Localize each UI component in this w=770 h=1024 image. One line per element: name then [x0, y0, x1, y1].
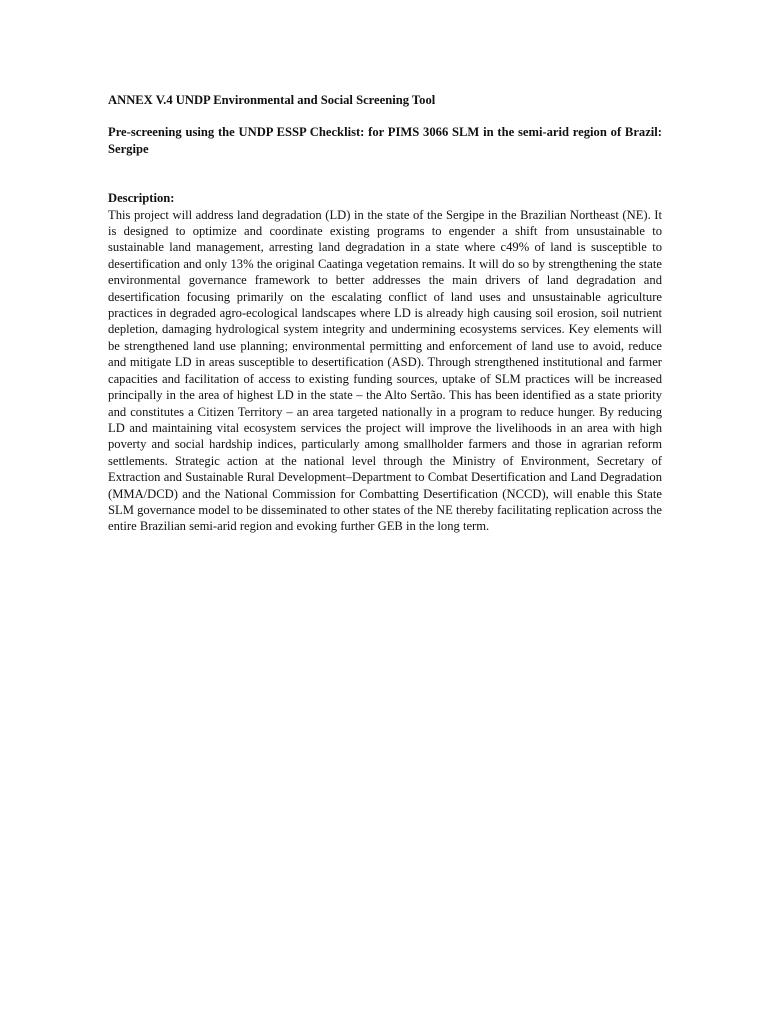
document-page — [108, 92, 662, 535]
annex-title: ANNEX V.4 UNDP Environmental and Social Screening Tool — [108, 93, 436, 107]
description-heading: Description: — [108, 191, 175, 206]
description-body: This project will address land degradation (LD) in the state of the Sergipe in the Brazilian Northeast (NE). It is designed to optimize and coordinate existing programs to engender a shift from unsustainable to sustainable land management, arresting land degradation in a state where c49% of land is susceptible to desertification and only 13% the original Caatinga vegetation remains. It will do so by strengthening the state environmental governance framework to better addresses the main drivers of land degradation and desertification focusing primarily on the escalating conflict of land uses and unsustainable agriculture practices in degraded agro-ecological landscapes where LD is already high causing soil erosion, soil nutrient depletion, damaging hydrological system integrity and undermining ecosystems services. Key elements will be strengthened land use planning; environmental permitting and enforcement of land use to avoid, reduce and mitigate LD in areas susceptible to desertification (ASD). Through strengthened institutional and farmer capacities and facilitation of access to existing funding sources, uptake of SLM practices will be increased principally in the area of highest LD in the state – the Alto Sertão. This has been identified as a state priority and constitutes a Citizen Territory – an area targeted nationally in a program to reduce hunger. By reducing LD and maintaining vital ecosystem services the project will improve the livelihoods in an area with high poverty and social hardship indices, particularly among smallholder farmers and those in agrarian reform settlements. Strategic action at the national level through the Ministry of Environment, Secretary of Extraction and Sustainable Rural Development–Department to Combat Desertification and Land Degradation (MMA/DCD) and the National Commission for Combatting Desertification (NCCD), will enable this State SLM governance model to be disseminated to other states of the NE thereby facilitating replication across the entire Brazilian semi-arid region and evoking further GEB in the long term. — [108, 207, 662, 534]
screening-title: Pre-screening using the UNDP ESSP Checklist: for PIMS 3066 SLM in the semi-arid region of Brazil: Sergipe — [108, 125, 662, 156]
